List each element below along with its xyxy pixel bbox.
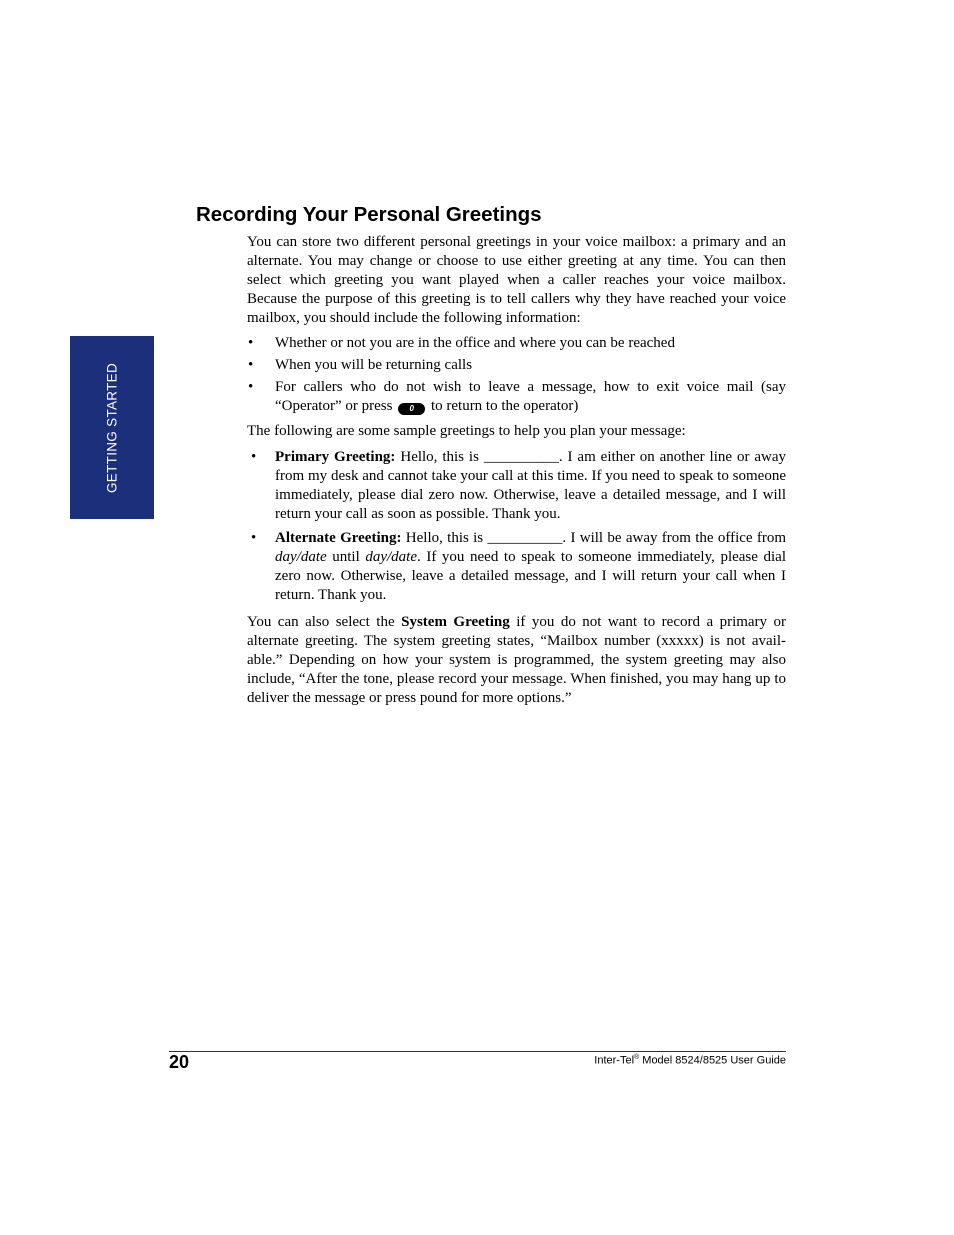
footer-guide-title [594,1054,786,1067]
page-number: 20 [169,1052,190,1072]
footer-rule [169,1051,786,1052]
alternate-greeting-text: until [332,549,360,565]
info-list [247,334,786,416]
alternate-greeting-date: day/date [275,549,327,565]
system-greeting-paragraph [247,613,786,708]
footer-guide-name: Model 8524/8525 User Guide [642,1054,786,1067]
footer-brand: Inter-Tel [594,1054,635,1067]
info-item-text: to return to the operator) [430,398,579,414]
section-tab-label: GETTING STARTED [104,362,120,493]
section-tab [70,336,154,519]
alternate-greeting-text: . If you need to speak to someone immediately, please dial zero now. Otherwise, leave a detailed message, and I will return your call when I return. Thank you. [275,549,787,603]
info-item: • Whether or not you are in the office and where you can be reached [247,334,786,353]
primary-greeting-item [247,448,786,524]
system-text: if you do not want to record a primary or alternate greeting. The system greeting states, “Mailbox number (xxxxx) is not avail-able.” Depending on how your system is programmed, the system greeting may also include, “After the tone, please record your message. When finished, you may hang up to deliver the message or press pound for more options.” [247,614,787,706]
info-item [247,378,786,416]
primary-greeting-text: Hello, this is __________. I am either on another line or away from my desk and cannot take your call at this time. If you need to speak to someone immediately, please dial zero now. Otherwise, leave a detailed message, and I will return your call as soon as possible. Thank you. [275,449,787,522]
sample-intro: The following are some sample greetings to help you plan your message: [247,423,686,439]
greeting-list [247,448,786,605]
zero-key-icon: 0 [398,403,425,415]
page-heading: Recording Your Personal Greetings [196,203,542,226]
alternate-greeting-text: Hello, this is __________. I will be away from the office from [405,530,787,546]
alternate-greeting-label: Alternate Greeting: [275,530,402,546]
system-greeting-term: System Greeting [401,614,510,630]
registered-mark: ® [634,1054,640,1061]
alternate-greeting-item [247,529,786,605]
primary-greeting-label: Primary Greeting: [275,449,396,465]
info-item: • When you will be returning calls [247,356,786,375]
alternate-greeting-date: day/date [365,549,418,565]
intro-paragraph: You can store two different personal greetings in your voice mailbox: a primary and an alternate. You may change or choose to use either greeting at any time. You can then select which greeting you want played when a caller reaches your voice mailbox. Because the purpose of this greeting is to tell callers why they have reached your voice mailbox, you should include the following information: [247,234,786,326]
info-item-text: For callers who do not wish to leave a message, how to exit voice mail (say “Operator” or press [275,379,786,414]
main-content [247,233,786,708]
system-text: You can also select the [247,614,395,630]
